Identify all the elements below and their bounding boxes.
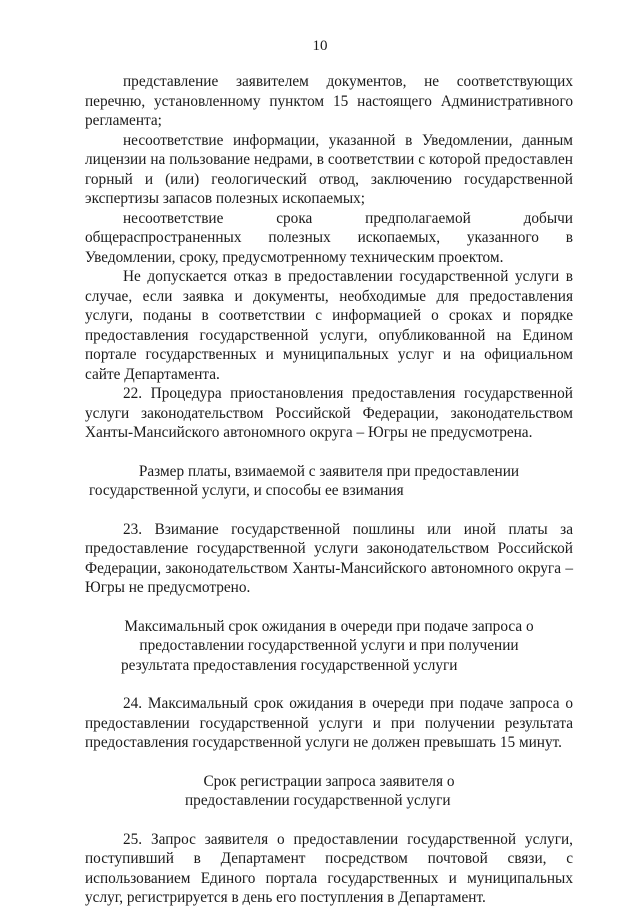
paragraph-reason-term: несоответствие срока предполагаемой добычи общераспространенных полезных ископаемых, указанного в Уведомлении, сроку, предусмотренному техническим проектом. <box>85 209 573 266</box>
paragraph-reason-documents: представление заявителем документов, не соответствующих перечню, установленному пунктом 15 настоящего Административного регламента; <box>85 73 573 129</box>
heading-wait-time: Максимальный срок ожидания в очереди при подаче запроса о предоставлении государственной услуги и при получении результата предоставления государственной услуги <box>121 617 534 674</box>
page-number: 10 <box>312 38 328 54</box>
paragraph-24: 24. Максимальный срок ожидания в очереди при подаче запроса о предоставлении государственной услуги и при получении результата предоставления государственной услуги не должен превышать 15 минут. <box>85 695 573 751</box>
paragraph-refusal-not-allowed: Не допускается отказ в предоставлении государственной услуги в случае, если заявка и документы, необходимые для предоставления услуги, поданы в соответствии с информацией о сроках и порядке предоставления государственной услуги, опубликованной на Едином портале государственных и муниципальных услуг и на официальном сайте Департамента. <box>85 268 573 383</box>
paragraph-23: 23. Взимание государственной пошлины или иной платы за предоставление государственной услуги законодательством Российской Федерации, законодательством Ханты-Мансийского автономного округа – Югры не предусмотрено. <box>85 520 573 596</box>
heading-registration: Срок регистрации запроса заявителя о предоставлении государственной услуги <box>185 772 455 809</box>
document-body <box>85 72 573 908</box>
heading-fee: Размер платы, взимаемой с заявителя при предоставлении государственной услуги, и способы ее взимания <box>89 462 520 499</box>
paragraph-22: 22. Процедура приостановления предоставления государственной услуги законодательством Российской Федерации, законодательством Ханты-Мансийского автономного округа – Югры не предусмотрена. <box>85 385 573 441</box>
paragraph-reason-license: несоответствие информации, указанной в Уведомлении, данным лицензии на пользование недрами, в соответствии с которой предоставлен горный и (или) геологический отвод, заключению государственной экспертизы запасов полезных ископаемых; <box>85 131 573 207</box>
paragraph-25: 25. Запрос заявителя о предоставлении государственной услуги, поступивший в Департамент посредством почтовой связи, с использованием Единого портала государственных и муниципальных услуг, регистрируется в день его поступления в Департамент. <box>85 830 573 906</box>
